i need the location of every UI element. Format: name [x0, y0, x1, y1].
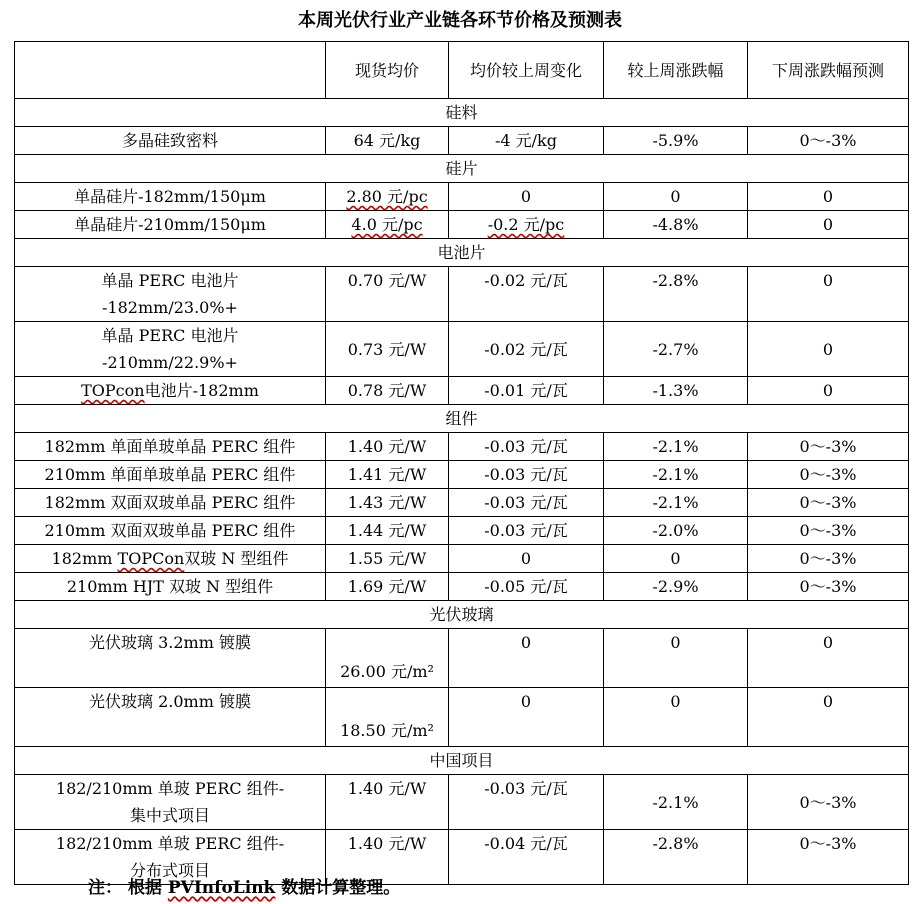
change-percent: 0	[604, 183, 748, 211]
item-name: 单晶硅片-182mm/150μm	[15, 183, 326, 211]
price-change	[449, 211, 604, 239]
change-percent: -2.9%	[604, 573, 748, 601]
item-name-line2: -210mm/22.9%+	[102, 353, 238, 372]
table-row	[15, 688, 909, 747]
price-change: -0.03 元/瓦	[449, 517, 604, 545]
table-row	[15, 573, 909, 601]
spot-price: 1.44 元/W	[326, 517, 449, 545]
table-row	[15, 267, 909, 322]
table-title: 本周光伏行业产业链各环节价格及预测表	[298, 10, 622, 31]
spot-price: 1.40 元/W	[326, 775, 449, 830]
forecast: 0	[748, 688, 909, 747]
price-change: -0.05 元/瓦	[449, 573, 604, 601]
item-name: 光伏玻璃 3.2mm 镀膜	[15, 629, 326, 688]
header-cell: 较上周涨跌幅	[604, 42, 748, 99]
item-name: 182mm 双面双玻单晶 PERC 组件	[15, 489, 326, 517]
spot-price: 1.55 元/W	[326, 545, 449, 573]
change-percent: -2.1%	[604, 489, 748, 517]
item-name: 210mm HJT 双玻 N 型组件	[15, 573, 326, 601]
change-percent: -2.0%	[604, 517, 748, 545]
header-row	[15, 42, 909, 99]
table-row	[15, 433, 909, 461]
table-row	[15, 489, 909, 517]
footnote-source: PVInfoLink	[167, 878, 276, 898]
spot-price: 1.40 元/W	[326, 830, 449, 885]
forecast: 0～-3%	[748, 775, 909, 830]
footnote-prefix: 注： 根据	[88, 878, 162, 898]
spot-price	[326, 183, 449, 211]
change-percent: -5.9%	[604, 127, 748, 155]
table-row	[15, 377, 909, 405]
footnote-suffix: 数据计算整理。	[281, 878, 401, 898]
item-name-line2: 分布式项目	[129, 861, 210, 880]
forecast: 0	[748, 183, 909, 211]
header-cell: 下周涨跌幅预测	[748, 42, 909, 99]
item-name: 182mm 单面单玻单晶 PERC 组件	[15, 433, 326, 461]
table-row	[15, 183, 909, 211]
forecast: 0	[748, 377, 909, 405]
item-name-line2: -182mm/23.0%+	[102, 298, 238, 317]
forecast: 0	[748, 211, 909, 239]
item-name-line1: 单晶 PERC 电池片	[101, 326, 239, 345]
item-name-line1: 182/210mm 单玻 PERC 组件-	[55, 779, 285, 798]
price-change: -0.04 元/瓦	[449, 830, 604, 885]
price-change: -0.02 元/瓦	[449, 267, 604, 322]
forecast: 0～-3%	[748, 517, 909, 545]
forecast: 0～-3%	[748, 545, 909, 573]
change-percent: -2.1%	[604, 775, 748, 830]
item-name	[15, 775, 326, 830]
section-row	[15, 99, 909, 127]
item-name	[15, 545, 326, 573]
spot-price: 18.50 元/m²	[326, 688, 449, 747]
table-row	[15, 775, 909, 830]
forecast: 0～-3%	[748, 830, 909, 885]
price-change: 0	[449, 688, 604, 747]
price-change: 0	[449, 545, 604, 573]
item-name: 210mm 单面单玻单晶 PERC 组件	[15, 461, 326, 489]
item-name-part3: 双玻 N 型组件	[184, 549, 289, 568]
spot-price: 26.00 元/m²	[326, 629, 449, 688]
item-name-part1: 182mm	[51, 549, 113, 568]
spot-price: 1.41 元/W	[326, 461, 449, 489]
forecast: 0	[748, 629, 909, 688]
item-name-part2: 电池片-182mm	[144, 381, 259, 400]
item-name: 光伏玻璃 2.0mm 镀膜	[15, 688, 326, 747]
change-percent: -2.7%	[604, 322, 748, 377]
change-percent: -2.8%	[604, 267, 748, 322]
forecast: 0～-3%	[748, 461, 909, 489]
price-change: 0	[449, 629, 604, 688]
item-name	[15, 377, 326, 405]
table-row	[15, 211, 909, 239]
spot-price	[326, 211, 449, 239]
footnote	[88, 876, 400, 900]
section-title-glass: 光伏玻璃	[15, 601, 909, 629]
item-name-part1: TOPcon	[81, 381, 145, 400]
spot-price-text: 4.0 元/pc	[351, 215, 423, 234]
item-name-line1: 182/210mm 单玻 PERC 组件-	[55, 834, 285, 853]
section-title-wafer: 硅片	[15, 155, 909, 183]
table-row	[15, 545, 909, 573]
change-percent: 0	[604, 629, 748, 688]
price-change: -0.01 元/瓦	[449, 377, 604, 405]
spot-price: 1.43 元/W	[326, 489, 449, 517]
price-change-text: -0.2 元/pc	[487, 215, 565, 234]
table-row	[15, 461, 909, 489]
item-name-line2: 集中式项目	[129, 806, 210, 825]
price-change: 0	[449, 183, 604, 211]
price-change: -0.03 元/瓦	[449, 489, 604, 517]
item-name	[15, 267, 326, 322]
section-title-polysilicon: 硅料	[15, 99, 909, 127]
header-cell: 现货均价	[326, 42, 449, 99]
price-change: -0.02 元/瓦	[449, 322, 604, 377]
spot-price: 1.69 元/W	[326, 573, 449, 601]
section-title-china-project: 中国项目	[15, 747, 909, 775]
spot-price: 0.78 元/W	[326, 377, 449, 405]
table-row	[15, 629, 909, 688]
table-row	[15, 127, 909, 155]
item-name: 210mm 双面双玻单晶 PERC 组件	[15, 517, 326, 545]
change-percent: -2.1%	[604, 461, 748, 489]
spot-price: 0.73 元/W	[326, 322, 449, 377]
section-row	[15, 155, 909, 183]
section-row	[15, 405, 909, 433]
spot-price-text: 2.80 元/pc	[346, 187, 428, 206]
price-table	[14, 41, 909, 885]
section-row	[15, 747, 909, 775]
spot-price: 1.40 元/W	[326, 433, 449, 461]
forecast: 0	[748, 322, 909, 377]
spot-price: 64 元/kg	[326, 127, 449, 155]
item-name-line1: 单晶 PERC 电池片	[101, 271, 239, 290]
table-row	[15, 322, 909, 377]
change-percent: -4.8%	[604, 211, 748, 239]
section-row	[15, 239, 909, 267]
forecast: 0	[748, 267, 909, 322]
header-cell	[15, 42, 326, 99]
section-row	[15, 601, 909, 629]
forecast: 0～-3%	[748, 127, 909, 155]
table-row	[15, 517, 909, 545]
change-percent: -1.3%	[604, 377, 748, 405]
price-change: -0.03 元/瓦	[449, 433, 604, 461]
change-percent: -2.8%	[604, 830, 748, 885]
change-percent: -2.1%	[604, 433, 748, 461]
section-title-cell: 电池片	[15, 239, 909, 267]
forecast: 0～-3%	[748, 573, 909, 601]
price-change: -0.03 元/瓦	[449, 775, 604, 830]
item-name: 单晶硅片-210mm/150μm	[15, 211, 326, 239]
forecast: 0～-3%	[748, 489, 909, 517]
change-percent: 0	[604, 688, 748, 747]
section-title-module: 组件	[15, 405, 909, 433]
item-name	[15, 322, 326, 377]
price-change: -4 元/kg	[449, 127, 604, 155]
item-name-part2: TOPCon	[117, 549, 185, 568]
item-name: 多晶硅致密料	[15, 127, 326, 155]
price-change: -0.03 元/瓦	[449, 461, 604, 489]
change-percent: 0	[604, 545, 748, 573]
header-cell: 均价较上周变化	[449, 42, 604, 99]
spot-price: 0.70 元/W	[326, 267, 449, 322]
forecast: 0～-3%	[748, 433, 909, 461]
